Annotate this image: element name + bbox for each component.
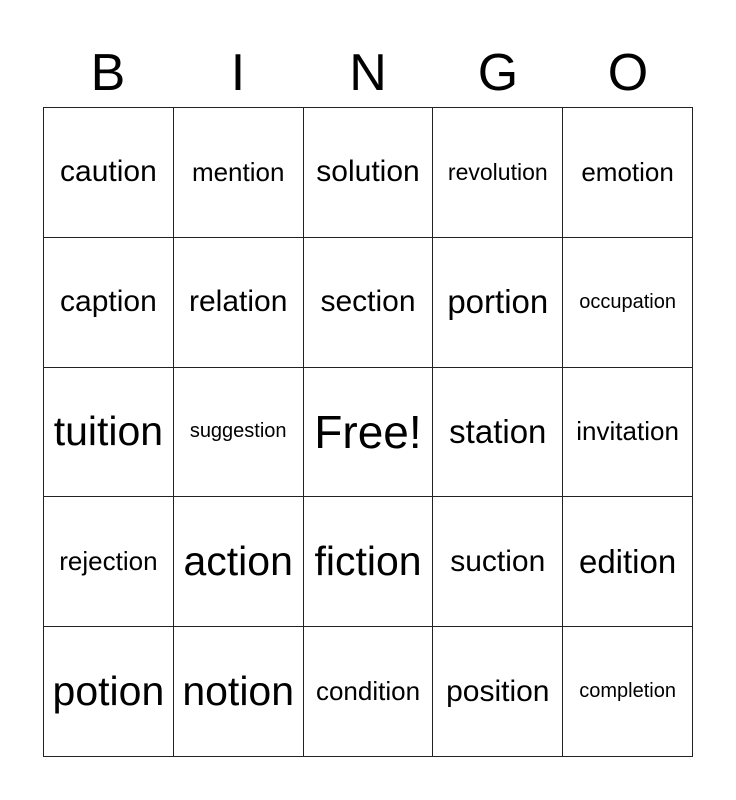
bingo-cell[interactable]: relation bbox=[174, 238, 304, 368]
bingo-cell[interactable]: completion bbox=[563, 627, 693, 757]
bingo-header bbox=[43, 42, 693, 104]
bingo-cell[interactable]: potion bbox=[44, 627, 174, 757]
header-letter-n: N bbox=[349, 44, 387, 102]
bingo-cell[interactable]: notion bbox=[174, 627, 304, 757]
free-space-cell[interactable]: Free! bbox=[304, 368, 434, 498]
bingo-cell[interactable]: station bbox=[433, 368, 563, 498]
bingo-cell[interactable]: action bbox=[174, 497, 304, 627]
bingo-cell[interactable]: solution bbox=[304, 108, 434, 238]
bingo-cell[interactable]: section bbox=[304, 238, 434, 368]
bingo-cell[interactable]: condition bbox=[304, 627, 434, 757]
bingo-cell[interactable]: caption bbox=[44, 238, 174, 368]
bingo-cell[interactable]: position bbox=[433, 627, 563, 757]
bingo-cell[interactable]: suction bbox=[433, 497, 563, 627]
header-letter-g: G bbox=[477, 44, 519, 102]
bingo-cell[interactable]: revolution bbox=[433, 108, 563, 238]
bingo-cell[interactable]: edition bbox=[563, 497, 693, 627]
header-letter-b: B bbox=[90, 44, 126, 102]
bingo-cell[interactable]: tuition bbox=[44, 368, 174, 498]
bingo-cell[interactable]: occupation bbox=[563, 238, 693, 368]
header-letter-o: O bbox=[607, 44, 649, 102]
bingo-card-grid bbox=[43, 107, 693, 757]
header-letter-i: I bbox=[230, 44, 246, 102]
bingo-cell[interactable]: emotion bbox=[563, 108, 693, 238]
bingo-cell[interactable]: portion bbox=[433, 238, 563, 368]
bingo-cell[interactable]: suggestion bbox=[174, 368, 304, 498]
bingo-cell[interactable]: fiction bbox=[304, 497, 434, 627]
bingo-cell[interactable]: caution bbox=[44, 108, 174, 238]
bingo-cell[interactable]: invitation bbox=[563, 368, 693, 498]
bingo-cell[interactable]: rejection bbox=[44, 497, 174, 627]
bingo-cell[interactable]: mention bbox=[174, 108, 304, 238]
